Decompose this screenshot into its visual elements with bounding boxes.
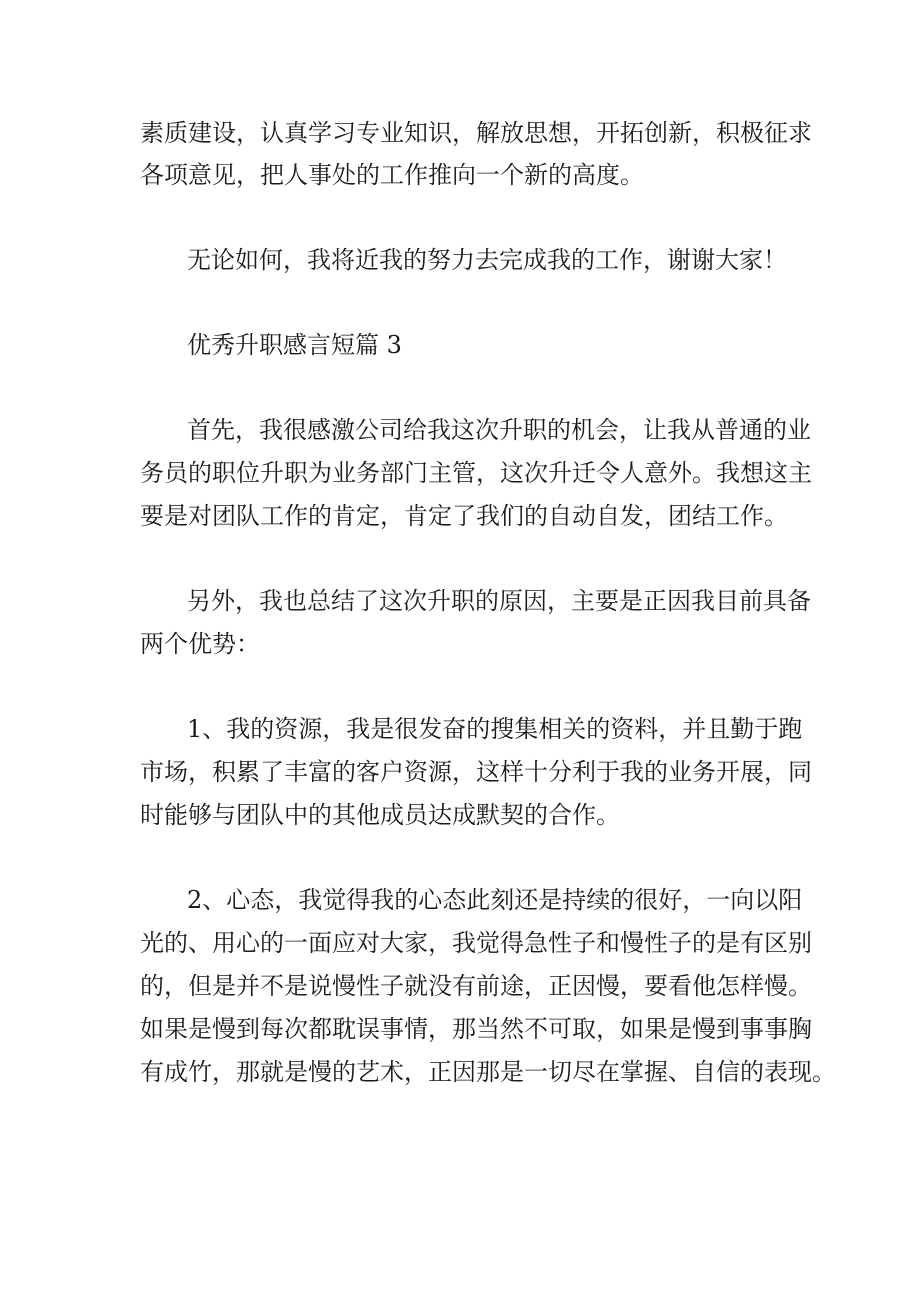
- paragraph-line: 1、我的资源，我是很发奋的搜集相关的资料，并且勤于跑: [187, 715, 803, 743]
- paragraph-line: 2、心态，我觉得我的心态此刻还是持续的很好，一向以阳: [187, 886, 803, 914]
- paragraph-line: 各项意见，把人事处的工作推向一个新的高度。: [140, 161, 644, 189]
- section-heading: 优秀升职感言短篇 3: [187, 331, 402, 359]
- paragraph-line: 有成竹，那就是慢的艺术，正因那是一切尽在掌握、自信的表现。: [140, 1058, 836, 1086]
- paragraph-line: 光的、用心的一面应对大家，我觉得急性子和慢性子的是有区别: [140, 929, 812, 957]
- paragraph-line: 的，但是并不是说慢性子就没有前途，正因慢，要看他怎样慢。: [140, 972, 812, 1000]
- paragraph-line: 市场，积累了丰富的客户资源，这样十分利于我的业务开展，同: [140, 758, 812, 786]
- paragraph-line: 首先，我很感激公司给我这次升职的机会，让我从普通的业: [187, 416, 811, 444]
- paragraph-line: 要是对团队工作的肯定，肯定了我们的自动自发，团结工作。: [140, 502, 788, 530]
- paragraph-line: 时能够与团队中的其他成员达成默契的合作。: [140, 801, 620, 829]
- paragraph-line: 另外，我也总结了这次升职的原因，主要是正因我目前具备: [187, 587, 811, 615]
- paragraph-line: 无论如何，我将近我的努力去完成我的工作，谢谢大家！: [187, 246, 787, 274]
- paragraph-line: 两个优势：: [140, 630, 260, 658]
- paragraph-line: 务员的职位升职为业务部门主管，这次升迁令人意外。我想这主: [140, 459, 812, 487]
- paragraph-line: 如果是慢到每次都耽误事情，那当然不可取，如果是慢到事事胸: [140, 1015, 812, 1043]
- paragraph-line: 素质建设，认真学习专业知识，解放思想，开拓创新，积极征求: [140, 119, 812, 147]
